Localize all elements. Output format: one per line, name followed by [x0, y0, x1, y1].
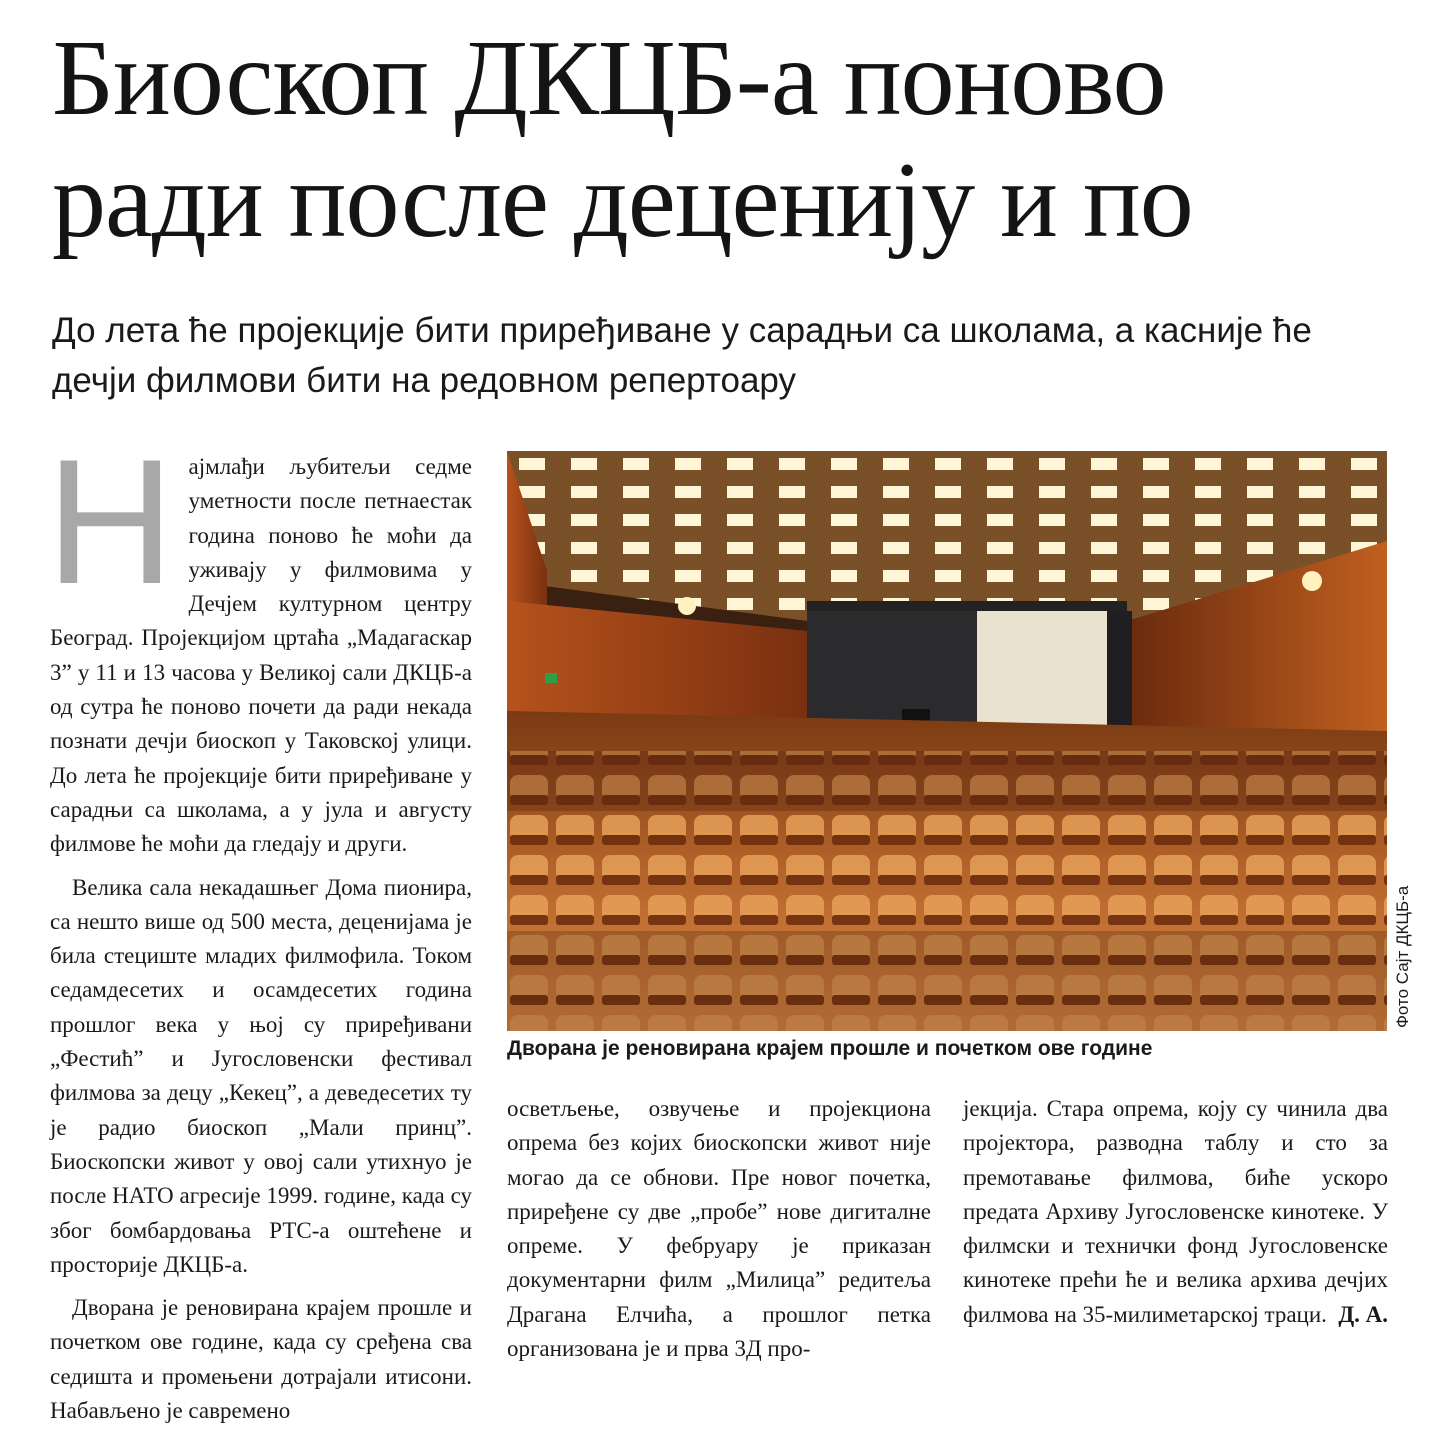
paragraph-5	[963, 1092, 1388, 1332]
paragraph-2: Велика сала некадашњег Дома пионира, са нешто више од 500 места, деценијама је била стециште младих филмофила. Током седамдесетих и осамдесетих година прошлог века у њој су приређивани „Фестић” и Југословенски фестивал филмова за децу „Кекец”, а деведесетих ту је радио биоскоп „Мали принц”. Биоскопски живот у овој сали утихнуо је после НАТО агресије 1999. године, када су због бомбардовања РТС-а оштећене и просторије ДКЦБ-а.	[50, 874, 472, 1277]
paragraph-5-text: јекција. Стара опрема, коју су чинила два пројектора, разводна таблу и сто за премотавање филмова, биће ускоро предата Архиву Југословенске кинотеке. У филмски и технички фонд Југословенске кинотеке прећи ће и велика архива дечјих филмова на 35-милиметарској траци.	[963, 1096, 1388, 1327]
subheadline: До лета ће пројекције бити приређиване у сарадњи са школама, а касније ће дечји филмови бити на редовном репертоару	[52, 311, 1312, 400]
article-column-3	[963, 1092, 1388, 1341]
paragraph-3: Дворана је реновирана крајем прошле и почетком ове године, када су сређена сва седишта и промењени дотрајали итисони. Набављено је савремено	[50, 1295, 472, 1424]
auditorium-photo	[507, 451, 1387, 1031]
photo-caption: Дворана је реновирана крајем прошле и почетком ове године	[507, 1037, 1153, 1060]
drop-cap: Н	[46, 422, 175, 621]
article-column-1	[46, 422, 472, 1437]
paragraph-1	[46, 422, 472, 862]
author-signature: Д. А.	[1338, 1301, 1388, 1327]
auditorium-illustration	[507, 451, 1387, 1031]
photo-credit: Фото Сајт ДКЦБ-а	[1393, 885, 1412, 1028]
paragraph-4: осветљење, озвучење и пројекциона опрема без којих биоскопски живот није могао да се обнови. Пре новог почетка, приређене су две „пробе” нове дигиталне опреме. У фебруару је приказан документарни филм „Милица” редитеља Драгана Елчића, а прошлог петка организована је и прва 3Д про-	[507, 1096, 931, 1362]
headline: Биоскоп ДКЦБ-а поново ради после деценију и по	[52, 19, 1193, 260]
paragraph-1-text: ајмлађи љубитељи седме уметности после петнаестак година поново ће моћи да уживају у филмовима у Дечјем културном центру Београд. Пројекцијом цртаћа „Мадагаскар 3” у 11 и 13 часова у Великој сали ДКЦБ-а од сутра ће поново почети да ради некада познати дечји биоскоп у Таковској улици. До лета ће пројекције бити приређиване у сарадњи са школама, а у јула и августу филмове ће моћи да гледају и други.	[50, 454, 472, 857]
article-column-2	[507, 1092, 931, 1375]
